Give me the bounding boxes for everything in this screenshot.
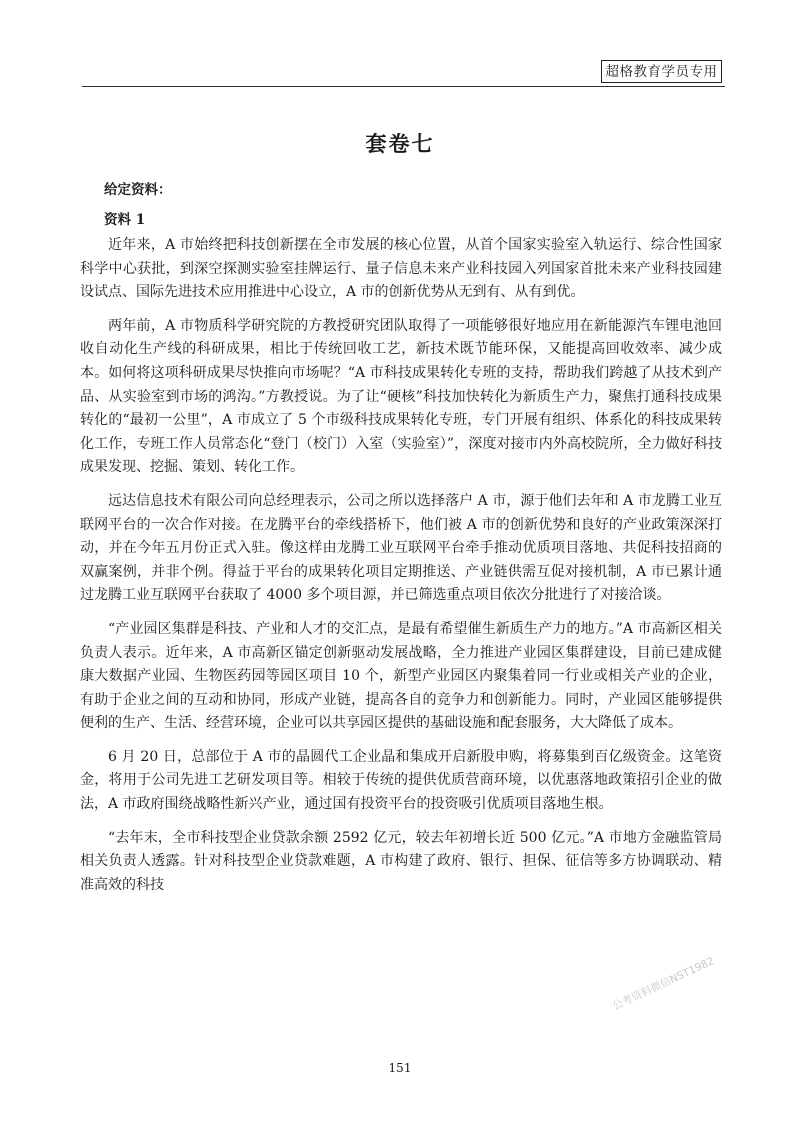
paragraph-3: 远达信息技术有限公司向总经理表示，公司之所以选择落户 A 市，源于他们去年和 A 市龙腾工业互联网平台的一次合作对接。在龙腾平台的牵线搭桥下，他们被 A 市的创新优势和良好的产业政策深深打动，并在今年五月份正式入驻。像这样由龙腾工业互联网平台牵手推动优质项目落地、共促科技招商的双赢案例，并非个例。得益于平台的成果转化项目定期推送、产业链供需互促对接机制，A 市已累计通过龙腾工业互联网平台获取了 4000 多个项目源，并已筛选重点项目依次分批进行了对接洽谈。 bbox=[80, 492, 722, 604]
paragraph-1: 近年来，A 市始终把科技创新摆在全市发展的核心位置，从首个国家实验室入轨运行、综合性国家科学中心获批，到深空探测实验室挂牌运行、量子信息未来产业科技园入列国家首批未来产业科技园建设试点、国际先进技术应用推进中心设立，A 市的创新优势从无到有、从有到优。 bbox=[80, 237, 722, 301]
given-materials-label: 给定资料： bbox=[104, 182, 172, 198]
paragraph-5: 6 月 20 日，总部位于 A 市的晶圆代工企业晶和集成开启新股申购，将募集到百亿级资金。这笔资金，将用于公司先进工艺研发项目等。相较于传统的提供优质营商环境，以优惠落地政策招引企业的做法，A 市政府围绕战略性新兴产业，通过国有投资平台的投资吸引优质项目落地生根。 bbox=[80, 748, 722, 813]
header-divider bbox=[82, 86, 725, 87]
header-stamp: 超格教育学员专用 bbox=[601, 60, 722, 83]
paragraph-2: 两年前，A 市物质科学研究院的方教授研究团队取得了一项能够很好地应用在新能源汽车锂电池回收自动化生产线的科研成果，相比于传统回收工艺，新技术既节能环保，又能提高回收效率、减少成本。如何将这项科研成果尽快推向市场呢？“A 市科技成果转化专班的支持，帮助我们跨越了从技术到产品、从实验室到市场的鸿沟。”方教授说。为了让“硬核”科技加快转化为新质生产力，聚焦打通科技成果转化的“最初一公里”，A 市成立了 5 个市级科技成果转化专班，专门开展有组织、体系化的科技成果转化工作，专班工作人员常态化“登门（校门）入室（实验室）”，深度对接市内外高校院所，全力做好科技成果发现、挖掘、策划、转化工作。 bbox=[80, 317, 722, 476]
material-1-label: 资料 1 bbox=[104, 212, 146, 228]
paragraph-6: “去年末，全市科技型企业贷款余额 2592 亿元，较去年初增长近 500 亿元。”A 市地方金融监管局相关负责人透露。针对科技型企业贷款难题，A 市构建了政府、银行、担保、征信等多方协调联动、精准高效的科技 bbox=[80, 829, 722, 893]
material-body bbox=[80, 234, 722, 907]
watermark-text: 公考资料微信NST1982 bbox=[610, 955, 717, 1013]
document-title: 套卷七 bbox=[365, 131, 435, 156]
paragraph-4: “产业园区集群是科技、产业和人才的交汇点，是最有希望催生新质生产力的地方。”A 市高新区相关负责人表示。近年来，A 市高新区锚定创新驱动发展战略，全力推进产业园区集群建设，目前已建成健康大数据产业园、生物医药园等园区项目 10 个，新型产业园区内聚集着同一行业或相关产业的企业，有助于企业之间的互动和协同，形成产业链，提高各自的竞争力和创新能力。同时，产业园区能够提供便利的生产、生活、经营环境，企业可以共享园区提供的基础设施和配套服务，大大降低了成本。 bbox=[80, 620, 722, 732]
page-number: 151 bbox=[388, 1061, 412, 1075]
